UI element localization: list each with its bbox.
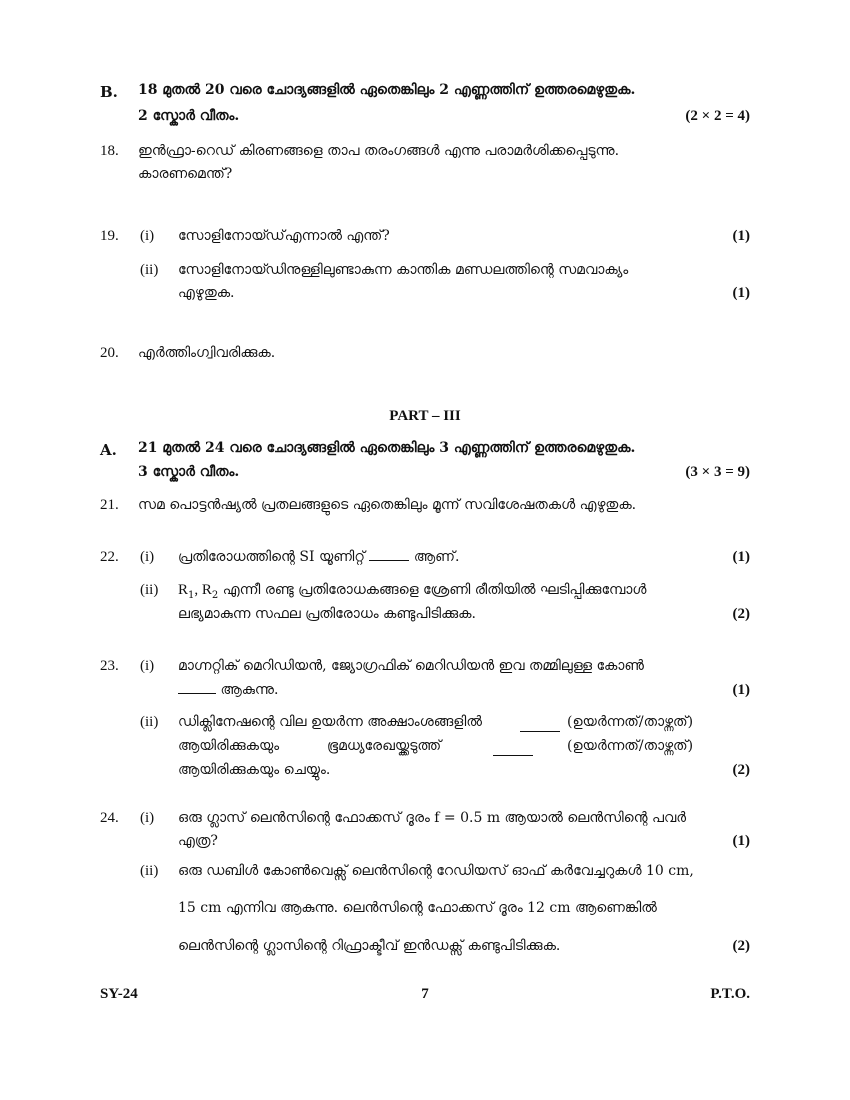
section-a-letter: A. [100, 441, 117, 459]
footer-pto: P.T.O. [710, 986, 750, 1002]
section-b-letter: B. [100, 83, 118, 101]
q19-part2-line1: സോളിനോയ്ഡിനുള്ളിലുണ്ടാകുന്ന കാന്തിക മണ്ഡലത്തിന്റെ സമവാക്യം [178, 262, 629, 278]
q19-part2-line2: എഴുതുക. [178, 285, 235, 301]
q22-part1-before: പ്രതിരോധത്തിന്റെ SI യൂണിറ്റ് [178, 549, 365, 565]
q22-part1-marks: (1) [732, 549, 750, 565]
section-a-instruction: 21 മുതൽ 24 വരെ ചോദ്യങ്ങളിൽ ഏതെങ്കിലും 3 എണ്ണത്തിന് ഉത്തരമെഴുതുക. [138, 440, 636, 456]
q19-number: 19. [100, 228, 119, 244]
q19-part1-text: സോളിനോയ്ഡ്എന്നാൽ എന്ത്? [178, 228, 390, 244]
q22-part2-marks: (2) [732, 606, 750, 622]
section-b-marks: (2 × 2 = 4) [685, 108, 750, 124]
q24-part1-label: (i) [140, 810, 155, 826]
section-b-score: 2 സ്കോർ വീതം. [138, 108, 240, 124]
q24-part2-marks: (2) [732, 938, 750, 954]
q23-part1-marks: (1) [732, 682, 750, 698]
q23-part2-line2c: (ഉയർന്നത്/താഴ്ന്നത്) [567, 738, 694, 754]
q22-part1-text [178, 549, 459, 565]
q23-part2-line3: ആയിരിക്കുകയും ചെയ്യും. [178, 762, 331, 778]
q20-text: എർത്തിംഗ്വിവരിക്കുക. [138, 345, 276, 361]
q22-part1-after: ആണ്. [413, 549, 460, 565]
q24-part2-line2: 15 cm എന്നിവ ആകുന്നു. ലെൻസിന്റെ ഫോക്കസ് ദൂരം 12 cm ആണെങ്കിൽ [178, 900, 657, 916]
q24-part2-line3: ലെൻസിന്റെ ഗ്ലാസിന്റെ റിഫ്രാക്ടീവ് ഇൻഡക്സ് കണ്ടുപിടിക്കുക. [178, 938, 561, 954]
q18-line1: ഇൻഫ്രാ-റെഡ് കിരണങ്ങളെ താപ തരംഗങ്ങൾ എന്നു പരാമർശിക്കപ്പെടുന്നു. [138, 143, 620, 159]
q18-number: 18. [100, 143, 119, 159]
footer-exam-code: SY-24 [100, 986, 138, 1002]
q22-number: 22. [100, 549, 119, 565]
q23-part1-line1: മാഗ്നറ്റിക് മെറിഡിയൻ, ജ്യോഗ്രഫിക് മെറിഡിയൻ ഇവ തമ്മിലുള്ള കോൺ [178, 658, 644, 674]
q23-part1-label: (i) [140, 658, 155, 674]
r2-symbol: , R [194, 582, 212, 598]
q22-part1-label: (i) [140, 549, 155, 565]
q24-part1-marks: (1) [732, 833, 750, 849]
q24-part1-line1: ഒരു ഗ്ലാസ് ലെൻസിന്റെ ഫോക്കസ് ദൂരം f = 0.5 m ആയാൽ ലെൻസിന്റെ പവർ [178, 810, 687, 826]
q24-number: 24. [100, 810, 119, 826]
section-a-score: 3 സ്കോർ വീതം. [138, 464, 240, 480]
q22-part2-line1-text: എന്നീ രണ്ടു പ്രതിരോധകങ്ങളെ ശ്രേണി രീതിയിൽ ഘടിപ്പിക്കുമ്പോൾ [222, 582, 647, 598]
q24-part2-line1: ഒരു ഡബിൾ കോൺവെക്സ് ലെൻസിന്റെ റേഡിയസ് ഓഫ് കർവേച്ചറുകൾ 10 cm, [178, 863, 694, 879]
answer-blank [493, 738, 533, 756]
q22-part2-line2: ലഭ്യമാകുന്ന സഫല പ്രതിരോധം കണ്ടുപിടിക്കുക. [178, 606, 476, 622]
q23-part1-line2 [178, 682, 278, 698]
q23-part2-line1a: ഡിക്ലിനേഷന്റെ വില ഉയർന്ന അക്ഷാംശങ്ങളിൽ [178, 714, 482, 730]
q19-part1-marks: (1) [732, 228, 750, 244]
r1-symbol: R [178, 582, 189, 598]
q23-part2-line2a: ആയിരിക്കുകയും [178, 738, 280, 754]
answer-blank [520, 714, 560, 732]
footer-page-number: 7 [421, 986, 429, 1002]
q18-line2: കാരണമെന്ത്? [138, 166, 233, 182]
q19-part2-marks: (1) [732, 285, 750, 301]
answer-blank [369, 560, 409, 561]
q23-part1-line2-text: ആകുന്നു. [220, 682, 279, 698]
q20-number: 20. [100, 345, 119, 361]
q23-part2-label: (ii) [140, 714, 159, 730]
r1-subscript: 1 [188, 589, 195, 601]
q23-part2-line2b: ഭൂമധ്യരേഖയ്ക്കടുത്ത് [327, 738, 442, 754]
q22-part2-label: (ii) [140, 582, 159, 598]
q24-part2-label: (ii) [140, 863, 159, 879]
q23-number: 23. [100, 658, 119, 674]
q22-part2-line1 [178, 582, 646, 601]
q24-part1-line2: എത്ര? [178, 833, 218, 849]
q19-part2-label: (ii) [140, 262, 159, 278]
section-b-instruction: 18 മുതൽ 20 വരെ ചോദ്യങ്ങളിൽ ഏതെങ്കിലും 2 എണ്ണത്തിന് ഉത്തരമെഴുതുക. [138, 82, 636, 98]
r2-subscript: 2 [211, 589, 219, 601]
q23-part2-line1b: (ഉയർന്നത്/താഴ്ന്നത്) [567, 714, 694, 730]
part-3-title: PART – III [389, 408, 461, 424]
section-a-marks: (3 × 3 = 9) [685, 464, 750, 480]
q21-text: സമ പൊട്ടൻഷ്യൽ പ്രതലങ്ങളുടെ ഏതെങ്കിലും മൂന്ന് സവിശേഷതകൾ എഴുതുക. [138, 497, 637, 513]
q23-part2-marks: (2) [732, 762, 750, 778]
answer-blank [178, 693, 216, 694]
q19-part1-label: (i) [140, 228, 155, 244]
q21-number: 21. [100, 497, 119, 513]
